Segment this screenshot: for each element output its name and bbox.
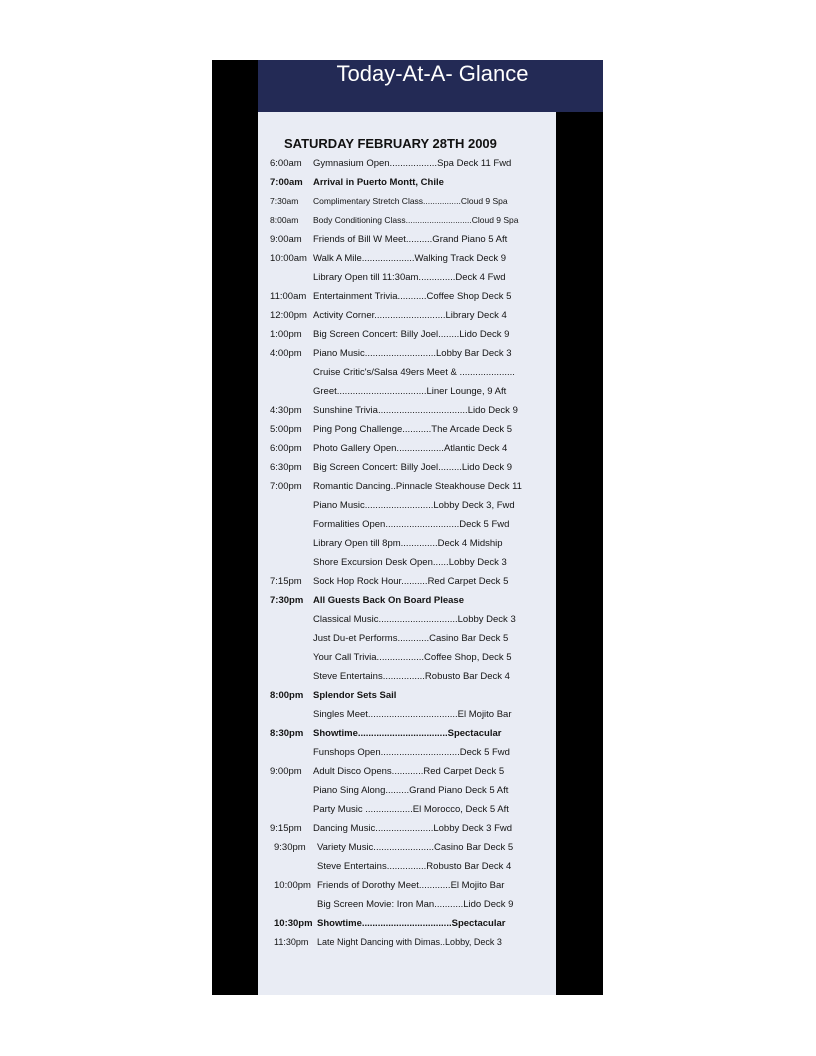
event-text: Complimentary Stretch Class................Cloud 9 Spa bbox=[313, 196, 508, 206]
event-text: Late Night Dancing with Dimas..Lobby, Deck 3 bbox=[317, 937, 502, 947]
event-text: Sunshine Trivia..................................Lido Deck 9 bbox=[313, 405, 518, 416]
event-text: Just Du-et Performs............Casino Bar Deck 5 bbox=[313, 633, 509, 644]
event-time: 7:30pm bbox=[270, 595, 304, 606]
schedule-row bbox=[270, 706, 530, 725]
schedule-row bbox=[270, 915, 530, 934]
event-text: Walk A Mile....................Walking Track Deck 9 bbox=[313, 253, 507, 264]
schedule-row bbox=[270, 478, 530, 497]
event-time: 5:00pm bbox=[270, 424, 302, 435]
event-time: 7:30am bbox=[270, 196, 299, 206]
event-time: 8:00pm bbox=[270, 690, 304, 701]
schedule-row bbox=[270, 269, 530, 288]
event-text: Activity Corner...........................Library Deck 4 bbox=[313, 310, 507, 321]
schedule-row bbox=[270, 497, 530, 516]
event-text: Photo Gallery Open..................Atlantic Deck 4 bbox=[313, 443, 508, 454]
event-text: Piano Sing Along.........Grand Piano Deck 5 Aft bbox=[313, 785, 509, 796]
event-text: Arrival in Puerto Montt, Chile bbox=[313, 177, 444, 188]
schedule-row bbox=[270, 877, 530, 896]
event-text: Steve Entertains................Robusto Bar Deck 4 bbox=[313, 671, 510, 682]
event-text: Sock Hop Rock Hour..........Red Carpet Deck 5 bbox=[313, 576, 509, 587]
event-text: Showtime..................................Spectacular bbox=[317, 918, 506, 929]
event-text: Big Screen Concert: Billy Joel.........Lido Deck 9 bbox=[313, 462, 513, 473]
event-text: Body Conditioning Class............................Cloud 9 Spa bbox=[313, 215, 519, 225]
event-time: 7:00am bbox=[270, 177, 303, 188]
event-text: Your Call Trivia..................Coffee Shop, Deck 5 bbox=[313, 652, 512, 663]
event-time: 4:00pm bbox=[270, 348, 302, 359]
schedule-row bbox=[270, 554, 530, 573]
event-text: Variety Music.......................Casino Bar Deck 5 bbox=[317, 842, 514, 853]
event-time: 1:00pm bbox=[270, 329, 302, 340]
event-time: 9:30pm bbox=[274, 842, 306, 853]
event-text: Singles Meet..................................El Mojito Bar bbox=[313, 709, 512, 720]
event-text: Big Screen Concert: Billy Joel........Lido Deck 9 bbox=[313, 329, 510, 340]
schedule-row bbox=[270, 630, 530, 649]
event-time: 10:00pm bbox=[274, 880, 311, 891]
event-text: Formalities Open............................Deck 5 Fwd bbox=[313, 519, 510, 530]
schedule-row bbox=[270, 383, 530, 402]
schedule-row bbox=[270, 687, 530, 706]
event-text: Classical Music..............................Lobby Deck 3 bbox=[313, 614, 516, 625]
event-text: Romantic Dancing..Pinnacle Steakhouse Deck 11 bbox=[313, 481, 522, 492]
event-text: Cruise Critic's/Salsa 49ers Meet & ..................... bbox=[313, 367, 515, 378]
event-text: Big Screen Movie: Iron Man...........Lido Deck 9 bbox=[317, 899, 514, 910]
schedule-row bbox=[270, 839, 530, 858]
event-time: 9:00am bbox=[270, 234, 302, 245]
schedule-row bbox=[270, 668, 530, 687]
schedule-row bbox=[270, 421, 530, 440]
event-time: 8:00am bbox=[270, 215, 299, 225]
schedule-row bbox=[270, 858, 530, 877]
event-text: Steve Entertains...............Robusto Bar Deck 4 bbox=[317, 861, 512, 872]
event-text: Adult Disco Opens............Red Carpet Deck 5 bbox=[313, 766, 505, 777]
schedule-row bbox=[270, 459, 530, 478]
event-text: Friends of Bill W Meet..........Grand Piano 5 Aft bbox=[313, 234, 508, 245]
event-time: 6:00pm bbox=[270, 443, 302, 454]
schedule-row bbox=[270, 592, 530, 611]
schedule-row bbox=[270, 611, 530, 630]
event-time: 10:30pm bbox=[274, 918, 313, 929]
schedule-row bbox=[270, 212, 530, 231]
schedule-row bbox=[270, 326, 530, 345]
event-time: 7:00pm bbox=[270, 481, 302, 492]
event-text: Friends of Dorothy Meet............El Mojito Bar bbox=[317, 880, 505, 891]
header-title: Today-At-A- Glance bbox=[336, 61, 529, 86]
schedule-row bbox=[270, 307, 530, 326]
schedule-row bbox=[270, 573, 530, 592]
event-text: Entertainment Trivia...........Coffee Shop Deck 5 bbox=[313, 291, 512, 302]
schedule-row bbox=[270, 174, 530, 193]
event-text: Party Music ..................El Morocco, Deck 5 Aft bbox=[313, 804, 509, 815]
schedule-row bbox=[270, 744, 530, 763]
schedule-row bbox=[270, 440, 530, 459]
schedule-row bbox=[270, 896, 530, 915]
event-text: Dancing Music......................Lobby Deck 3 Fwd bbox=[313, 823, 513, 834]
event-time: 8:30pm bbox=[270, 728, 304, 739]
event-text: Ping Pong Challenge...........The Arcade Deck 5 bbox=[313, 424, 513, 435]
event-text: Library Open till 8pm..............Deck 4 Midship bbox=[313, 538, 503, 549]
event-time: 9:15pm bbox=[270, 823, 302, 834]
event-time: 11:00am bbox=[270, 291, 307, 302]
event-text: Greet..................................Liner Lounge, 9 Aft bbox=[313, 386, 507, 397]
event-time: 11:30pm bbox=[274, 937, 309, 947]
schedule-row bbox=[270, 193, 530, 212]
event-text: All Guests Back On Board Please bbox=[313, 595, 465, 606]
schedule-row bbox=[270, 250, 530, 269]
schedule-row bbox=[270, 345, 530, 364]
event-text: Piano Music..........................Lobby Deck 3, Fwd bbox=[313, 500, 515, 511]
event-text: Shore Excursion Desk Open......Lobby Deck 3 bbox=[313, 557, 507, 568]
schedule-row bbox=[270, 364, 530, 383]
event-text: Showtime..................................Spectacular bbox=[313, 728, 502, 739]
schedule-row bbox=[270, 801, 530, 820]
schedule-row bbox=[270, 231, 530, 250]
event-time: 7:15pm bbox=[270, 576, 302, 587]
schedule-date: SATURDAY FEBRUARY 28TH 2009 bbox=[284, 136, 497, 151]
schedule-row bbox=[270, 763, 530, 782]
event-time: 12:00pm bbox=[270, 310, 307, 321]
event-text: Library Open till 11:30am..............Deck 4 Fwd bbox=[313, 272, 506, 283]
schedule-row bbox=[270, 649, 530, 668]
event-time: 10:00am bbox=[270, 253, 307, 264]
event-text: Funshops Open..............................Deck 5 Fwd bbox=[313, 747, 510, 758]
event-text: Splendor Sets Sail bbox=[313, 690, 397, 701]
schedule-row bbox=[270, 820, 530, 839]
event-text: Piano Music...........................Lobby Bar Deck 3 bbox=[313, 348, 512, 359]
schedule-row bbox=[270, 934, 530, 953]
schedule-row bbox=[270, 155, 530, 174]
schedule-row bbox=[270, 402, 530, 421]
event-text: Gymnasium Open..................Spa Deck 11 Fwd bbox=[313, 158, 512, 169]
event-time: 9:00pm bbox=[270, 766, 302, 777]
schedule-row bbox=[270, 288, 530, 307]
schedule-row bbox=[270, 782, 530, 801]
event-time: 4:30pm bbox=[270, 405, 302, 416]
schedule-row bbox=[270, 535, 530, 554]
schedule-row bbox=[270, 725, 530, 744]
schedule-row bbox=[270, 516, 530, 535]
event-time: 6:00am bbox=[270, 158, 302, 169]
event-time: 6:30pm bbox=[270, 462, 302, 473]
